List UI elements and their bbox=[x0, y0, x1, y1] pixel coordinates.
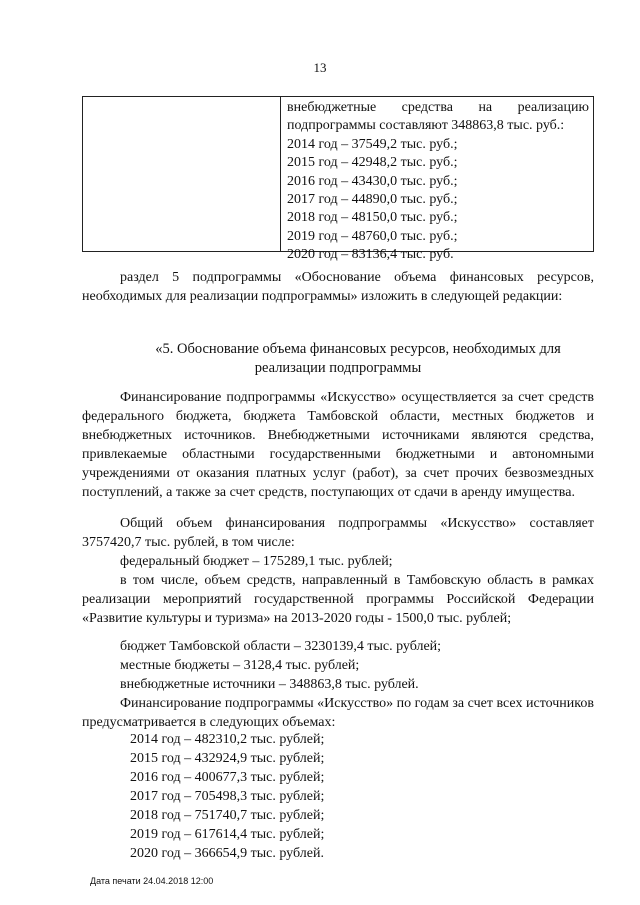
by-years-paragraph: Финансирование подпрограммы «Искусство» по годам за счет всех источников предусматривается в следующих объемах: bbox=[82, 696, 594, 730]
table-word: внебюджетные bbox=[287, 100, 377, 115]
table-line: 2015 год – 42948,2 тыс. руб.; bbox=[287, 155, 458, 171]
table-line: 2017 год – 44890,0 тыс. руб.; bbox=[287, 192, 458, 208]
section-heading-line: «5. Обоснование объема финансовых ресурсов, необходимых для bbox=[155, 341, 561, 357]
total-paragraph: Общий объем финансирования подпрограммы «Искусство» составляет 3757420,7 тыс. рублей, в том числе: bbox=[82, 516, 594, 550]
regional-budget-line: бюджет Тамбовской области – 3230139,4 тыс. рублей; bbox=[120, 639, 442, 654]
year-item: 2018 год – 751740,7 тыс. рублей; bbox=[130, 808, 325, 823]
year-item: 2019 год – 617614,4 тыс. рублей; bbox=[130, 827, 325, 842]
table-word: реализацию bbox=[517, 100, 589, 115]
table-line: 2019 год – 48760,0 тыс. руб.; bbox=[287, 228, 458, 244]
table-right-cell bbox=[281, 97, 593, 263]
table-line: 2016 год – 43430,0 тыс. руб.; bbox=[287, 173, 458, 189]
table-line: подпрограммы составляют 348863,8 тыс. руб.: bbox=[287, 118, 565, 134]
section-heading-line: реализации подпрограммы bbox=[254, 360, 422, 376]
page-number: 13 bbox=[313, 60, 327, 75]
local-budget-line: местные бюджеты – 3128,4 тыс. рублей; bbox=[120, 658, 360, 673]
federal-budget-line: федеральный бюджет – 175289,1 тыс. рублей; bbox=[120, 554, 393, 569]
intro-paragraph: раздел 5 подпрограммы «Обоснование объема финансовых ресурсов, необходимых для реализации подпрограммы» изложить в следующей редакции: bbox=[82, 270, 594, 304]
table-line bbox=[287, 99, 589, 117]
year-item: 2020 год – 366654,9 тыс. рублей. bbox=[130, 846, 324, 861]
table-line: 2014 год – 37549,2 тыс. руб.; bbox=[287, 136, 458, 152]
year-item: 2014 год – 482310,2 тыс. рублей; bbox=[130, 732, 325, 747]
extrabudget-line: внебюджетные источники – 348863,8 тыс. рублей. bbox=[120, 677, 419, 692]
print-date-footer: Дата печати 24.04.2018 12:00 bbox=[90, 876, 214, 886]
table-word: средства bbox=[401, 100, 454, 115]
table-left-cell bbox=[83, 97, 281, 251]
table-line: 2020 год – 83136,4 тыс. руб. bbox=[287, 247, 454, 263]
section-heading bbox=[82, 340, 594, 378]
year-item: 2017 год – 705498,3 тыс. рублей; bbox=[130, 789, 325, 804]
year-item: 2015 год – 432924,9 тыс. рублей; bbox=[130, 751, 325, 766]
financing-paragraph: Финансирование подпрограммы «Искусство» осуществляется за счет средств федерального бюджета, бюджета Тамбовской области, местных бюджетов и внебюджетных источников. Внебюджетными источниками являются средства, привлекаемые областными государственными бюджетными и автономными учреждениями от оказания платных услуг (работ), за счет прочих безвозмездных поступлений, а также за счет средств, поступающих от сдачи в аренду имущества. bbox=[82, 390, 594, 500]
table-word: на bbox=[478, 100, 493, 115]
budget-table bbox=[82, 96, 594, 263]
including-paragraph: в том числе, объем средств, направленный в Тамбовскую область в рамках реализации мероприятий государственной программы Российской Федерации «Развитие культуры и туризма» на 2013-2020 годы - 1500,0 тыс. рублей; bbox=[82, 573, 594, 626]
year-item: 2016 год – 400677,3 тыс. рублей; bbox=[130, 770, 325, 785]
table-line: 2018 год – 48150,0 тыс. руб.; bbox=[287, 210, 458, 226]
